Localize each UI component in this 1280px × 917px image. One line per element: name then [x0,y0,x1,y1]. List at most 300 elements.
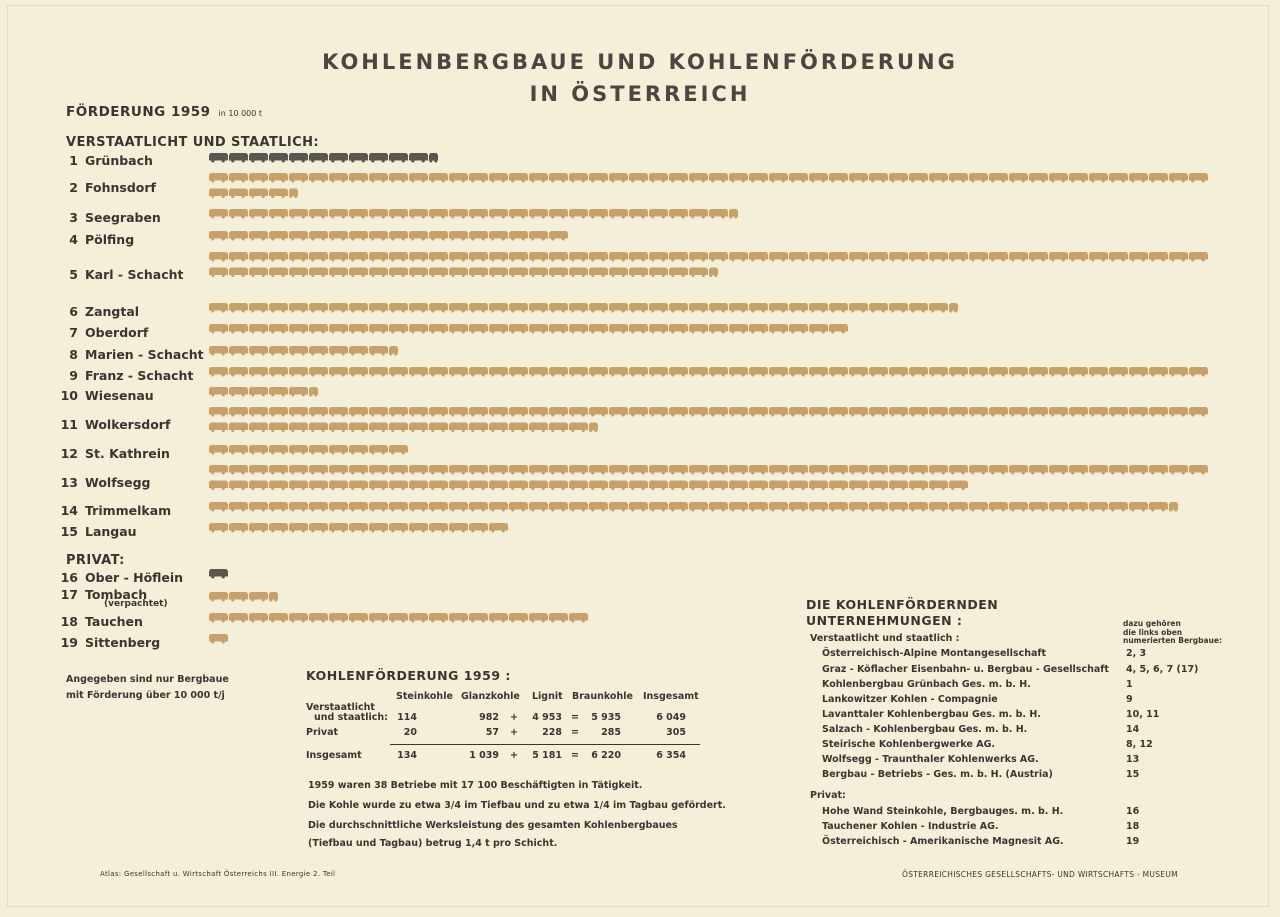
wagon-mark [449,252,468,262]
wagon-mark [369,502,388,512]
row-number: 7 [69,325,78,340]
wagon-mark [389,613,408,623]
wagon-mark [389,268,408,278]
wagon-mark [369,481,388,491]
wagon-mark [389,173,408,182]
wagon-mark [369,231,388,240]
wagon-mark [589,324,608,334]
company-refs: 2, 3 [1126,648,1147,659]
wagon-mark [769,252,788,262]
wagon-mark [409,268,428,278]
wagon-mark [1009,465,1028,475]
row-name: Sittenberg [85,635,161,650]
wagon-mark [569,367,588,377]
bar-row-15 [209,523,508,533]
wagon-mark [349,173,368,182]
wagon-mark [269,367,288,377]
wagon-mark [429,268,448,278]
wagon-mark [1009,252,1028,262]
wagon-mark [909,481,928,491]
wagon-mark [209,613,228,623]
footer-right: ÖSTERREICHISCHES GESELLSCHAFTS- UND WIRTSCHAFTS - MUSEUM [902,870,1178,879]
wagon-mark [249,445,268,455]
wagon-mark [1109,407,1128,417]
wagon-mark [269,387,288,397]
section-state: VERSTAATLICHT UND STAATLICH: [66,135,319,150]
wagon-mark [369,324,388,334]
wagon-mark [329,465,348,475]
row-name: Tauchen [85,614,143,629]
bar-row-16 [209,569,228,579]
wagon-mark [209,231,228,240]
wagon-mark [1129,465,1148,475]
wagon-mark [229,407,248,417]
wagon-mark [589,423,598,433]
wagon-mark [369,523,388,533]
row-number: 8 [69,347,78,362]
wagon-mark [709,481,728,491]
wagon-mark [209,387,228,397]
wagon-mark [669,502,688,512]
wagon-mark [869,303,888,313]
wagon-mark [569,465,588,475]
wagon-mark [649,252,668,262]
bar-row-18 [209,613,588,623]
wagon-mark [269,502,288,512]
wagon-mark [389,502,408,512]
production-unit: in 10 000 t [218,109,263,118]
wagon-mark [1049,367,1068,377]
wagon-mark [209,569,228,579]
wagon-mark [769,502,788,512]
row-number: 10 [60,388,78,403]
wagon-mark [449,407,468,417]
wagon-mark [269,523,288,533]
wagon-mark [989,252,1008,262]
wagon-mark [1069,252,1088,262]
wagon-mark [949,502,968,512]
wagon-mark [649,481,668,491]
wagon-mark [329,252,348,262]
wagon-mark [569,481,588,491]
threshold-note-line-1: Angegeben sind nur Bergbaue [66,674,229,685]
wagon-mark [349,523,368,533]
wagon-mark [1149,252,1168,262]
wagon-mark [629,324,648,334]
wagon-mark [289,252,308,262]
wagon-mark [389,445,408,455]
wagon-mark [669,367,688,377]
wagon-mark [389,407,408,417]
row-number: 15 [60,524,78,539]
wagon-mark [569,423,588,433]
wagon-mark [309,613,328,623]
wagon-mark [289,523,308,533]
wagon-mark [389,423,408,433]
company-refs: 10, 11 [1126,709,1160,720]
wagon-mark [529,231,548,240]
wagon-mark [409,231,428,240]
bar-row-6 [209,303,958,313]
company-name: Bergbau - Betriebs - Ges. m. b. H. (Austria) [822,769,1053,780]
wagon-mark [229,502,248,512]
wagon-mark [769,173,788,182]
wagon-mark [849,481,868,491]
wagon-mark [269,231,288,240]
wagon-mark [789,367,808,377]
wagon-mark [229,613,248,623]
bar-row-3 [209,209,738,218]
bar-row-14 [209,502,1178,512]
wagon-mark [429,613,448,623]
cell-glanzkohle: 57 [485,727,499,738]
cell-lignit: 5 181 [532,750,562,761]
wagon-mark [769,324,788,334]
wagon-mark [289,189,298,198]
wagon-mark [749,481,768,491]
wagon-mark [1109,465,1128,475]
wagon-mark [629,465,648,475]
cell-steinkohle: 114 [397,712,417,723]
cell-steinkohle: 134 [397,750,417,761]
wagon-mark [229,268,248,278]
wagon-mark [209,173,228,182]
wagon-mark [529,613,548,623]
wagon-mark [789,481,808,491]
wagon-mark [309,387,318,397]
wagon-mark [229,231,248,240]
wagon-mark [429,367,448,377]
wagon-mark [949,465,968,475]
wagon-mark [369,268,388,278]
wagon-mark [969,173,988,182]
wagon-mark [829,252,848,262]
wagon-mark [989,502,1008,512]
wagon-mark [589,209,608,218]
wagon-mark [629,367,648,377]
wagon-mark [569,209,588,218]
wagon-mark [609,324,628,334]
company-name: Graz - Köflacher Eisenbahn- u. Bergbau - Gesellschaft [822,664,1109,675]
bar-row-10 [209,387,318,397]
wagon-mark [429,173,448,182]
wagon-mark [269,346,288,356]
wagon-mark [209,367,228,377]
wagon-mark [509,173,528,182]
wagon-mark [749,303,768,313]
wagon-mark [549,613,568,623]
wagon-mark [349,268,368,278]
wagon-mark [1129,173,1148,182]
wagon-mark [269,252,288,262]
company-name: Salzach - Kohlenbergbau Ges. m. b. H. [822,724,1028,735]
wagon-mark [309,502,328,512]
wagon-mark [529,324,548,334]
wagon-mark [689,481,708,491]
company-refs: 13 [1126,754,1140,765]
wagon-mark [389,303,408,313]
wagon-mark [309,423,328,433]
companies-title [806,597,998,629]
wagon-mark [1129,407,1148,417]
wagon-mark [449,465,468,475]
wagon-mark [329,407,348,417]
wagon-mark [369,407,388,417]
wagon-mark [989,465,1008,475]
wagon-mark [389,209,408,218]
bar-row-5 [209,252,1208,277]
wagon-mark [469,613,488,623]
wagon-mark [649,502,668,512]
col-header-insgesamt: Insgesamt [643,691,699,702]
wagon-mark [929,465,948,475]
wagon-mark [1069,407,1088,417]
wagon-mark [729,407,748,417]
wagon-mark [969,252,988,262]
paragraph-4: (Tiefbau und Tagbau) betrug 1,4 t pro Schicht. [308,838,558,849]
wagon-mark [229,367,248,377]
wagon-mark [1089,367,1108,377]
wagon-mark [709,252,728,262]
wagon-mark [209,523,228,533]
wagon-mark [289,346,308,356]
wagon-mark [1109,173,1128,182]
wagon-mark [409,407,428,417]
wagon-mark [469,523,488,533]
wagon-mark [1049,502,1068,512]
wagon-mark [269,613,288,623]
wagon-mark [309,209,328,218]
wagon-mark [1089,173,1108,182]
wagon-mark [1069,173,1088,182]
company-refs: 1 [1126,679,1133,690]
wagon-mark [509,209,528,218]
wagon-mark [409,481,428,491]
wagon-mark [309,481,328,491]
wagon-mark [329,231,348,240]
wagon-mark [329,153,348,162]
wagon-mark [429,481,448,491]
company-name: Österreichisch-Alpine Montangesellschaft [822,648,1047,659]
wagon-mark [409,303,428,313]
wagon-mark [889,465,908,475]
wagon-mark [709,268,718,278]
company-refs: 4, 5, 6, 7 (17) [1126,664,1199,675]
title-line-1: KOHLENBERGBAUE UND KOHLENFÖRDERUNG [322,50,958,74]
wagon-mark [369,445,388,455]
wagon-mark [489,613,508,623]
wagon-mark [329,268,348,278]
wagon-mark [709,173,728,182]
wagon-mark [429,502,448,512]
col-header-glanzkohle: Glanzkohle [461,691,520,702]
wagon-mark [469,268,488,278]
wagon-mark [829,324,848,334]
wagon-mark [849,367,868,377]
wagon-mark [489,465,508,475]
wagon-mark [349,209,368,218]
wagon-mark [289,268,308,278]
wagon-mark [949,173,968,182]
cell-braunkohle: 285 [601,727,621,738]
row-name: Grünbach [85,153,153,168]
wagon-mark [889,481,908,491]
wagon-mark [1089,252,1108,262]
wagon-mark [1169,407,1188,417]
col-header-steinkohle: Steinkohle [396,691,453,702]
wagon-mark [269,153,288,162]
wagon-mark [529,252,548,262]
wagon-mark [1009,367,1028,377]
wagon-mark [209,445,228,455]
wagon-mark [469,324,488,334]
row-number: 5 [69,267,78,282]
wagon-mark [809,324,828,334]
wagon-mark [269,592,278,602]
wagon-mark [749,502,768,512]
wagon-mark [869,465,888,475]
wagon-mark [409,502,428,512]
wagon-mark [349,231,368,240]
wagon-mark [509,481,528,491]
wagon-mark [309,407,328,417]
wagon-mark [909,252,928,262]
wagon-mark [1009,502,1028,512]
wagon-mark [909,465,928,475]
wagon-mark [1069,465,1088,475]
wagon-mark [509,502,528,512]
wagon-mark [809,367,828,377]
wagon-mark [649,209,668,218]
bar-row-7 [209,324,848,334]
row-sublabel: (verpachtet) [104,599,168,609]
row-number: 6 [69,304,78,319]
wagon-mark [349,324,368,334]
wagon-mark [609,209,628,218]
company-name: Kohlenbergbau Grünbach Ges. m. b. H. [822,679,1031,690]
wagon-mark [409,465,428,475]
wagon-mark [469,303,488,313]
wagon-mark [669,407,688,417]
wagon-mark [629,303,648,313]
wagon-mark [909,407,928,417]
wagon-mark [949,367,968,377]
wagon-mark [969,502,988,512]
wagon-mark [869,481,888,491]
wagon-mark [489,209,508,218]
wagon-mark [649,173,668,182]
row-name: Zangtal [85,304,140,319]
company-refs: 16 [1126,806,1140,817]
plus-sign: + [510,712,518,723]
equals-sign: = [571,727,579,738]
wagon-mark [469,231,488,240]
cell-insgesamt: 6 049 [656,712,686,723]
wagon-mark [529,465,548,475]
wagon-mark [309,268,328,278]
wagon-mark [829,502,848,512]
wagon-mark [269,209,288,218]
wagon-mark [809,465,828,475]
wagon-mark [449,209,468,218]
wagon-mark [1069,367,1088,377]
wagon-mark [529,502,548,512]
wagon-mark [729,173,748,182]
row-name: Marien - Schacht [85,347,204,362]
wagon-mark [209,502,228,512]
row-name: Wolfsegg [85,475,151,490]
wagon-mark [749,407,768,417]
wagon-mark [669,173,688,182]
row-label-private: Privat [306,727,339,738]
wagon-mark [609,407,628,417]
wagon-mark [909,502,928,512]
wagon-mark [529,303,548,313]
wagon-mark [509,465,528,475]
wagon-mark [429,153,438,162]
cell-glanzkohle: 982 [479,712,499,723]
wagon-mark [229,592,248,602]
wagon-mark [449,481,468,491]
wagon-mark [309,445,328,455]
wagon-mark [729,502,748,512]
wagon-mark [389,252,408,262]
wagon-mark [249,387,268,397]
wagon-mark [269,407,288,417]
wagon-mark [929,407,948,417]
wagon-mark [689,324,708,334]
cell-lignit: 4 953 [532,712,562,723]
wagon-mark [489,268,508,278]
wagon-mark [1009,407,1028,417]
wagon-mark [389,481,408,491]
bar-row-8 [209,346,398,356]
wagon-mark [509,613,528,623]
wagon-mark [469,465,488,475]
companies-note-3: numerierten Bergbaue: [1123,636,1222,645]
wagon-mark [349,252,368,262]
wagon-mark [829,173,848,182]
wagon-mark [449,303,468,313]
wagon-mark [349,407,368,417]
row-name: Franz - Schacht [85,368,194,383]
wagon-mark [349,465,368,475]
wagon-mark [249,523,268,533]
wagon-mark [369,303,388,313]
wagon-mark [309,303,328,313]
cell-glanzkohle: 1 039 [469,750,499,761]
wagon-mark [689,465,708,475]
wagon-mark [589,407,608,417]
wagon-mark [349,423,368,433]
wagon-mark [789,324,808,334]
wagon-mark [929,502,948,512]
wagon-mark [449,324,468,334]
companies-note-2: die links oben [1123,627,1183,637]
wagon-mark [769,465,788,475]
wagon-mark [529,481,548,491]
wagon-mark [569,252,588,262]
wagon-mark [289,502,308,512]
wagon-mark [429,523,448,533]
row-number: 2 [69,180,78,195]
wagon-mark [269,268,288,278]
wagon-mark [489,523,508,533]
wagon-mark [269,481,288,491]
wagon-mark [1029,367,1048,377]
wagon-mark [809,173,828,182]
wagon-mark [569,324,588,334]
